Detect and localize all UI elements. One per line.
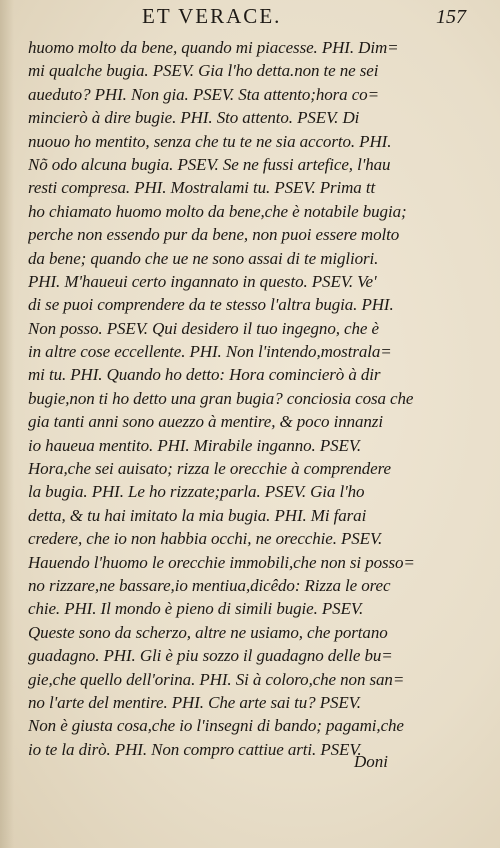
text-line: mi qualche bugia. PSEV. Gia l'ho detta.non te ne sei <box>28 61 379 81</box>
text-line: ho chiamato huomo molto da bene,che è notabile bugia; <box>28 201 407 221</box>
text-line: Nõ odo alcuna bugia. PSEV. Se ne fussi artefice, l'hau <box>28 154 391 174</box>
text-line: nuouo ho mentito, senza che tu te ne sia accorto. PHI. <box>28 131 392 151</box>
text-line: huomo molto da bene, quando mi piacesse. PHI. Dim= <box>28 38 399 57</box>
text-line: credere, che io non habbia occhi, ne orecchie. PSEV. <box>28 529 383 549</box>
text-line: gia tanti anni sono auezzo à mentire, & poco innanzi <box>28 412 383 432</box>
text-line: in altre cose eccellente. PHI. Non l'intendo,mostrala= <box>28 342 392 362</box>
text-line: di se puoi comprendere da te stesso l'altra bugia. PHI. <box>28 295 394 315</box>
text-line: gie,che quello dell'orina. PHI. Si à coloro,che non san= <box>28 669 405 689</box>
page-gutter-shadow <box>0 0 14 848</box>
text-line: mi tu. PHI. Quando ho detto: Hora comincierò à dir <box>28 365 381 385</box>
catchword: Doni <box>354 752 388 771</box>
text-line: perche non essendo pur da bene, non puoi essere molto <box>28 225 400 245</box>
text-line: Queste sono da scherzo, altre ne usiamo, che portano <box>28 622 388 642</box>
text-line: PHI. M'haueui certo ingannato in questo. PSEV. Ve' <box>28 271 377 291</box>
text-line: detta, & tu hai imitato la mia bugia. PHI. Mi farai <box>28 505 367 525</box>
text-line: chie. PHI. Il mondo è pieno di simili bugie. PSEV. <box>28 599 364 619</box>
text-line: guadagno. PHI. Gli è piu sozzo il guadagno delle bu= <box>28 646 393 666</box>
running-title: ET VERACE. <box>142 4 282 28</box>
text-line: bugie,non ti ho detto una gran bugia? conciosia cosa che <box>28 388 414 408</box>
text-line: Non è giusta cosa,che io l'insegni di bando; pagami,che <box>28 716 404 736</box>
text-line: io haueua mentito. PHI. Mirabile inganno. PSEV. <box>28 435 362 455</box>
page-header <box>0 2 500 32</box>
body-text <box>28 36 474 761</box>
text-line: la bugia. PHI. Le ho rizzate;parla. PSEV. Gia l'ho <box>28 482 365 502</box>
text-line: no l'arte del mentire. PHI. Che arte sai tu? PSEV. <box>28 692 361 712</box>
text-line: io te la dirò. PHI. Non compro cattiue arti. PSEV. <box>28 739 362 759</box>
page-number: 157 <box>436 6 466 28</box>
text-line: mincierò à dire bugie. PHI. Sto attento. PSEV. Di <box>28 108 360 128</box>
text-line: Hauendo l'huomo le orecchie immobili,che non si posso= <box>28 552 415 572</box>
text-line: aueduto? PHI. Non gia. PSEV. Sta attento;hora co= <box>28 84 379 104</box>
text-line: no rizzare,ne bassare,io mentiua,dicêdo: Rizza le orec <box>28 575 391 595</box>
text-line: da bene; quando che ue ne sono assai di te migliori. <box>28 248 379 268</box>
text-line: resti compresa. PHI. Mostralami tu. PSEV. Prima tt <box>28 178 376 198</box>
text-line: Non posso. PSEV. Qui desidero il tuo ingegno, che è <box>28 318 379 338</box>
text-line: Hora,che sei auisato; rizza le orecchie à comprendere <box>28 459 391 479</box>
